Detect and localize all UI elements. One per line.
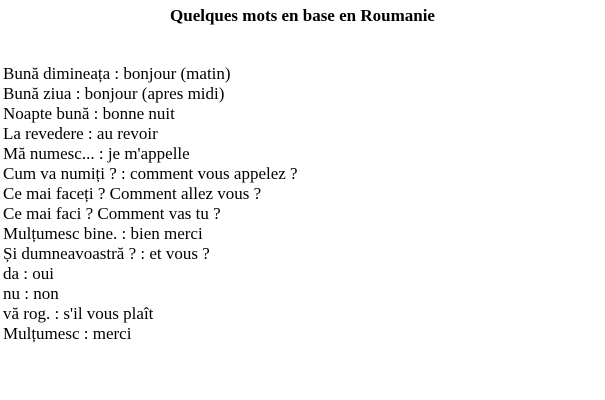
phrase-line: Ce mai faci ? Comment vas tu ? [3, 204, 221, 223]
phrase-line: Bună dimineața : bonjour (matin) [3, 64, 231, 83]
phrase-line: La revedere : au revoir [3, 124, 158, 143]
phrase-line: Noapte bună : bonne nuit [3, 104, 175, 123]
phrase-line: nu : non [3, 284, 59, 303]
phrase-line: Mă numesc... : je m'appelle [3, 144, 190, 163]
phrase-line: Ce mai faceți ? Comment allez vous ? [3, 184, 262, 203]
phrase-line: Bună ziua : bonjour (apres midi) [3, 84, 225, 103]
phrase-line: Și dumneavoastră ? : et vous ? [3, 244, 210, 263]
phrase-line: Cum va numiți ? : comment vous appelez ? [3, 164, 298, 183]
page-title: Quelques mots en base en Roumanie [170, 6, 435, 25]
phrase-line: Mulțumesc bine. : bien merci [3, 224, 203, 243]
phrase-line: da : oui [3, 264, 54, 283]
phrase-list [0, 64, 605, 344]
phrase-line: Mulțumesc : merci [3, 324, 132, 343]
phrase-line: vă rog. : s'il vous plaît [3, 304, 154, 323]
